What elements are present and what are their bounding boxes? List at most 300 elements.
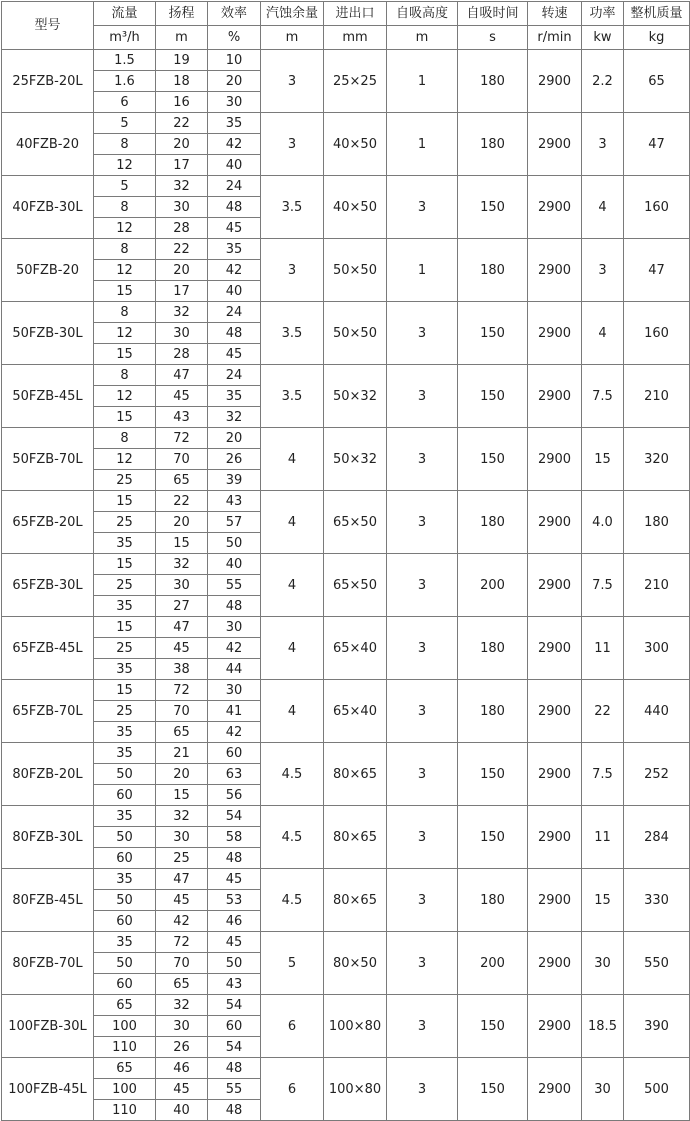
efficiency-cell: 54: [208, 806, 261, 827]
efficiency-cell: 42: [208, 638, 261, 659]
npsh-cell: 6: [261, 1058, 324, 1121]
head-cell: 20: [156, 764, 208, 785]
speed-cell: 2900: [528, 1058, 582, 1121]
suction-height-cell: 3: [387, 302, 458, 365]
head-cell: 45: [156, 1079, 208, 1100]
flow-cell: 35: [94, 932, 156, 953]
flow-cell: 100: [94, 1016, 156, 1037]
speed-cell: 2900: [528, 680, 582, 743]
flow-cell: 65: [94, 995, 156, 1016]
header-name: 效率: [208, 2, 261, 26]
weight-cell: 47: [624, 239, 690, 302]
pump-spec-table: [1, 1, 690, 1121]
suction-height-cell: 3: [387, 806, 458, 869]
efficiency-cell: 40: [208, 155, 261, 176]
model-cell: 80FZB-30L: [2, 806, 94, 869]
flow-cell: 12: [94, 260, 156, 281]
flow-cell: 50: [94, 827, 156, 848]
model-cell: 100FZB-45L: [2, 1058, 94, 1121]
table-row: [2, 932, 690, 953]
weight-cell: 160: [624, 176, 690, 239]
model-cell: 80FZB-70L: [2, 932, 94, 995]
weight-cell: 65: [624, 50, 690, 113]
npsh-cell: 4: [261, 428, 324, 491]
table-row: [2, 743, 690, 764]
suction-time-cell: 150: [458, 743, 528, 806]
efficiency-cell: 20: [208, 428, 261, 449]
model-cell: 40FZB-20: [2, 113, 94, 176]
flow-cell: 12: [94, 155, 156, 176]
head-cell: 72: [156, 932, 208, 953]
weight-cell: 550: [624, 932, 690, 995]
npsh-cell: 4: [261, 554, 324, 617]
npsh-cell: 3: [261, 239, 324, 302]
port-cell: 50×50: [324, 239, 387, 302]
flow-cell: 8: [94, 302, 156, 323]
suction-height-cell: 3: [387, 932, 458, 995]
table-row: [2, 554, 690, 575]
suction-height-cell: 1: [387, 239, 458, 302]
head-cell: 28: [156, 218, 208, 239]
efficiency-cell: 60: [208, 1016, 261, 1037]
model-cell: 80FZB-20L: [2, 743, 94, 806]
flow-cell: 35: [94, 533, 156, 554]
head-cell: 17: [156, 281, 208, 302]
power-cell: 11: [582, 806, 624, 869]
weight-cell: 252: [624, 743, 690, 806]
suction-time-cell: 150: [458, 995, 528, 1058]
model-cell: 65FZB-45L: [2, 617, 94, 680]
weight-cell: 330: [624, 869, 690, 932]
model-cell: 40FZB-30L: [2, 176, 94, 239]
head-cell: 19: [156, 50, 208, 71]
efficiency-cell: 48: [208, 197, 261, 218]
flow-cell: 8: [94, 239, 156, 260]
table-row: [2, 491, 690, 512]
flow-cell: 35: [94, 596, 156, 617]
header-unit: m³/h: [94, 26, 156, 50]
port-cell: 50×32: [324, 365, 387, 428]
header-name-row: [2, 2, 690, 26]
head-cell: 40: [156, 1100, 208, 1121]
flow-cell: 15: [94, 344, 156, 365]
speed-cell: 2900: [528, 491, 582, 554]
npsh-cell: 3.5: [261, 365, 324, 428]
model-cell: 50FZB-45L: [2, 365, 94, 428]
head-cell: 32: [156, 995, 208, 1016]
table-row: [2, 680, 690, 701]
power-cell: 2.2: [582, 50, 624, 113]
flow-cell: 35: [94, 869, 156, 890]
header-name: 自吸高度: [387, 2, 458, 26]
suction-height-cell: 3: [387, 554, 458, 617]
efficiency-cell: 53: [208, 890, 261, 911]
head-cell: 45: [156, 890, 208, 911]
efficiency-cell: 10: [208, 50, 261, 71]
flow-cell: 8: [94, 365, 156, 386]
head-cell: 22: [156, 113, 208, 134]
flow-cell: 8: [94, 134, 156, 155]
model-cell: 50FZB-30L: [2, 302, 94, 365]
efficiency-cell: 54: [208, 1037, 261, 1058]
efficiency-cell: 20: [208, 71, 261, 92]
weight-cell: 210: [624, 365, 690, 428]
header-model: 型号: [2, 2, 94, 50]
flow-cell: 12: [94, 449, 156, 470]
head-cell: 70: [156, 701, 208, 722]
model-cell: 100FZB-30L: [2, 995, 94, 1058]
flow-cell: 50: [94, 953, 156, 974]
efficiency-cell: 26: [208, 449, 261, 470]
model-cell: 65FZB-30L: [2, 554, 94, 617]
header-unit: r/min: [528, 26, 582, 50]
efficiency-cell: 55: [208, 1079, 261, 1100]
table-row: [2, 365, 690, 386]
flow-cell: 5: [94, 113, 156, 134]
suction-time-cell: 150: [458, 365, 528, 428]
head-cell: 45: [156, 638, 208, 659]
header-name: 转速: [528, 2, 582, 26]
suction-time-cell: 150: [458, 176, 528, 239]
efficiency-cell: 30: [208, 92, 261, 113]
table-row: [2, 239, 690, 260]
head-cell: 30: [156, 575, 208, 596]
efficiency-cell: 41: [208, 701, 261, 722]
speed-cell: 2900: [528, 365, 582, 428]
port-cell: 100×80: [324, 995, 387, 1058]
table-row: [2, 1058, 690, 1079]
power-cell: 7.5: [582, 743, 624, 806]
weight-cell: 500: [624, 1058, 690, 1121]
power-cell: 30: [582, 932, 624, 995]
speed-cell: 2900: [528, 554, 582, 617]
flow-cell: 35: [94, 743, 156, 764]
head-cell: 16: [156, 92, 208, 113]
power-cell: 3: [582, 239, 624, 302]
power-cell: 3: [582, 113, 624, 176]
head-cell: 30: [156, 827, 208, 848]
head-cell: 20: [156, 134, 208, 155]
efficiency-cell: 39: [208, 470, 261, 491]
suction-time-cell: 200: [458, 554, 528, 617]
flow-cell: 15: [94, 680, 156, 701]
efficiency-cell: 24: [208, 176, 261, 197]
table-row: [2, 428, 690, 449]
head-cell: 45: [156, 386, 208, 407]
head-cell: 30: [156, 197, 208, 218]
table-row: [2, 806, 690, 827]
table-body: [2, 50, 690, 1121]
head-cell: 46: [156, 1058, 208, 1079]
flow-cell: 1.5: [94, 50, 156, 71]
power-cell: 30: [582, 1058, 624, 1121]
efficiency-cell: 30: [208, 680, 261, 701]
suction-height-cell: 3: [387, 491, 458, 554]
efficiency-cell: 63: [208, 764, 261, 785]
head-cell: 26: [156, 1037, 208, 1058]
head-cell: 30: [156, 323, 208, 344]
header-unit: m: [387, 26, 458, 50]
header-unit: kg: [624, 26, 690, 50]
flow-cell: 12: [94, 218, 156, 239]
head-cell: 70: [156, 953, 208, 974]
header-name: 流量: [94, 2, 156, 26]
port-cell: 65×40: [324, 617, 387, 680]
header-name: 汽蚀余量: [261, 2, 324, 26]
suction-time-cell: 150: [458, 428, 528, 491]
npsh-cell: 4: [261, 680, 324, 743]
efficiency-cell: 45: [208, 869, 261, 890]
head-cell: 32: [156, 554, 208, 575]
suction-height-cell: 3: [387, 617, 458, 680]
efficiency-cell: 32: [208, 407, 261, 428]
table-row: [2, 995, 690, 1016]
speed-cell: 2900: [528, 932, 582, 995]
efficiency-cell: 45: [208, 344, 261, 365]
weight-cell: 300: [624, 617, 690, 680]
flow-cell: 35: [94, 722, 156, 743]
suction-height-cell: 3: [387, 869, 458, 932]
header-name: 进出口: [324, 2, 387, 26]
speed-cell: 2900: [528, 995, 582, 1058]
efficiency-cell: 57: [208, 512, 261, 533]
header-name: 自吸时间: [458, 2, 528, 26]
efficiency-cell: 42: [208, 260, 261, 281]
head-cell: 38: [156, 659, 208, 680]
suction-height-cell: 1: [387, 50, 458, 113]
header-unit: s: [458, 26, 528, 50]
suction-height-cell: 3: [387, 680, 458, 743]
suction-time-cell: 180: [458, 50, 528, 113]
head-cell: 15: [156, 785, 208, 806]
suction-time-cell: 150: [458, 1058, 528, 1121]
power-cell: 11: [582, 617, 624, 680]
speed-cell: 2900: [528, 302, 582, 365]
head-cell: 17: [156, 155, 208, 176]
port-cell: 65×50: [324, 491, 387, 554]
flow-cell: 15: [94, 281, 156, 302]
npsh-cell: 4: [261, 617, 324, 680]
weight-cell: 47: [624, 113, 690, 176]
power-cell: 4: [582, 176, 624, 239]
flow-cell: 60: [94, 848, 156, 869]
speed-cell: 2900: [528, 743, 582, 806]
power-cell: 4.0: [582, 491, 624, 554]
head-cell: 70: [156, 449, 208, 470]
model-cell: 65FZB-20L: [2, 491, 94, 554]
efficiency-cell: 48: [208, 1058, 261, 1079]
port-cell: 80×65: [324, 869, 387, 932]
power-cell: 22: [582, 680, 624, 743]
suction-time-cell: 180: [458, 680, 528, 743]
efficiency-cell: 42: [208, 722, 261, 743]
head-cell: 72: [156, 680, 208, 701]
weight-cell: 210: [624, 554, 690, 617]
head-cell: 25: [156, 848, 208, 869]
flow-cell: 35: [94, 806, 156, 827]
head-cell: 65: [156, 470, 208, 491]
flow-cell: 25: [94, 470, 156, 491]
efficiency-cell: 24: [208, 365, 261, 386]
weight-cell: 284: [624, 806, 690, 869]
port-cell: 50×50: [324, 302, 387, 365]
head-cell: 47: [156, 617, 208, 638]
header-unit: m: [261, 26, 324, 50]
weight-cell: 440: [624, 680, 690, 743]
efficiency-cell: 58: [208, 827, 261, 848]
port-cell: 65×50: [324, 554, 387, 617]
speed-cell: 2900: [528, 869, 582, 932]
suction-time-cell: 200: [458, 932, 528, 995]
efficiency-cell: 60: [208, 743, 261, 764]
weight-cell: 180: [624, 491, 690, 554]
head-cell: 72: [156, 428, 208, 449]
speed-cell: 2900: [528, 113, 582, 176]
efficiency-cell: 45: [208, 218, 261, 239]
head-cell: 28: [156, 344, 208, 365]
flow-cell: 15: [94, 491, 156, 512]
npsh-cell: 5: [261, 932, 324, 995]
model-cell: 50FZB-20: [2, 239, 94, 302]
suction-height-cell: 3: [387, 365, 458, 428]
header-unit: kw: [582, 26, 624, 50]
efficiency-cell: 43: [208, 974, 261, 995]
table-row: [2, 113, 690, 134]
efficiency-cell: 48: [208, 323, 261, 344]
npsh-cell: 4: [261, 491, 324, 554]
table-header: [2, 2, 690, 50]
port-cell: 65×40: [324, 680, 387, 743]
suction-height-cell: 3: [387, 428, 458, 491]
flow-cell: 60: [94, 785, 156, 806]
flow-cell: 1.6: [94, 71, 156, 92]
head-cell: 47: [156, 365, 208, 386]
model-cell: 50FZB-70L: [2, 428, 94, 491]
head-cell: 42: [156, 911, 208, 932]
model-cell: 65FZB-70L: [2, 680, 94, 743]
flow-cell: 110: [94, 1037, 156, 1058]
flow-cell: 12: [94, 386, 156, 407]
head-cell: 30: [156, 1016, 208, 1037]
port-cell: 100×80: [324, 1058, 387, 1121]
port-cell: 40×50: [324, 113, 387, 176]
suction-time-cell: 180: [458, 491, 528, 554]
efficiency-cell: 46: [208, 911, 261, 932]
table-row: [2, 302, 690, 323]
head-cell: 18: [156, 71, 208, 92]
flow-cell: 50: [94, 890, 156, 911]
npsh-cell: 6: [261, 995, 324, 1058]
head-cell: 32: [156, 176, 208, 197]
head-cell: 27: [156, 596, 208, 617]
head-cell: 22: [156, 491, 208, 512]
efficiency-cell: 24: [208, 302, 261, 323]
efficiency-cell: 42: [208, 134, 261, 155]
efficiency-cell: 44: [208, 659, 261, 680]
suction-height-cell: 3: [387, 743, 458, 806]
efficiency-cell: 50: [208, 953, 261, 974]
weight-cell: 160: [624, 302, 690, 365]
efficiency-cell: 35: [208, 239, 261, 260]
flow-cell: 25: [94, 701, 156, 722]
speed-cell: 2900: [528, 806, 582, 869]
flow-cell: 25: [94, 638, 156, 659]
efficiency-cell: 48: [208, 1100, 261, 1121]
model-cell: 25FZB-20L: [2, 50, 94, 113]
flow-cell: 6: [94, 92, 156, 113]
flow-cell: 8: [94, 428, 156, 449]
head-cell: 22: [156, 239, 208, 260]
weight-cell: 390: [624, 995, 690, 1058]
header-name: 整机质量: [624, 2, 690, 26]
head-cell: 47: [156, 869, 208, 890]
power-cell: 15: [582, 869, 624, 932]
flow-cell: 110: [94, 1100, 156, 1121]
flow-cell: 8: [94, 197, 156, 218]
npsh-cell: 4.5: [261, 743, 324, 806]
efficiency-cell: 50: [208, 533, 261, 554]
flow-cell: 12: [94, 323, 156, 344]
efficiency-cell: 43: [208, 491, 261, 512]
suction-height-cell: 3: [387, 995, 458, 1058]
table-row: [2, 617, 690, 638]
port-cell: 50×32: [324, 428, 387, 491]
flow-cell: 50: [94, 764, 156, 785]
flow-cell: 65: [94, 1058, 156, 1079]
efficiency-cell: 54: [208, 995, 261, 1016]
header-unit: mm: [324, 26, 387, 50]
suction-time-cell: 150: [458, 806, 528, 869]
efficiency-cell: 30: [208, 617, 261, 638]
head-cell: 32: [156, 302, 208, 323]
flow-cell: 60: [94, 974, 156, 995]
suction-time-cell: 180: [458, 239, 528, 302]
speed-cell: 2900: [528, 617, 582, 680]
header-unit: %: [208, 26, 261, 50]
table-row: [2, 50, 690, 71]
flow-cell: 100: [94, 1079, 156, 1100]
speed-cell: 2900: [528, 50, 582, 113]
efficiency-cell: 48: [208, 848, 261, 869]
npsh-cell: 3.5: [261, 302, 324, 365]
port-cell: 80×50: [324, 932, 387, 995]
head-cell: 20: [156, 260, 208, 281]
efficiency-cell: 35: [208, 113, 261, 134]
efficiency-cell: 40: [208, 281, 261, 302]
npsh-cell: 3: [261, 113, 324, 176]
suction-height-cell: 1: [387, 113, 458, 176]
head-cell: 20: [156, 512, 208, 533]
header-name: 功率: [582, 2, 624, 26]
flow-cell: 35: [94, 659, 156, 680]
power-cell: 7.5: [582, 365, 624, 428]
header-unit: m: [156, 26, 208, 50]
head-cell: 32: [156, 806, 208, 827]
speed-cell: 2900: [528, 239, 582, 302]
port-cell: 80×65: [324, 806, 387, 869]
efficiency-cell: 45: [208, 932, 261, 953]
flow-cell: 15: [94, 554, 156, 575]
efficiency-cell: 40: [208, 554, 261, 575]
flow-cell: 25: [94, 575, 156, 596]
flow-cell: 25: [94, 512, 156, 533]
head-cell: 21: [156, 743, 208, 764]
port-cell: 25×25: [324, 50, 387, 113]
header-unit-row: [2, 26, 690, 50]
npsh-cell: 3.5: [261, 176, 324, 239]
speed-cell: 2900: [528, 428, 582, 491]
flow-cell: 60: [94, 911, 156, 932]
